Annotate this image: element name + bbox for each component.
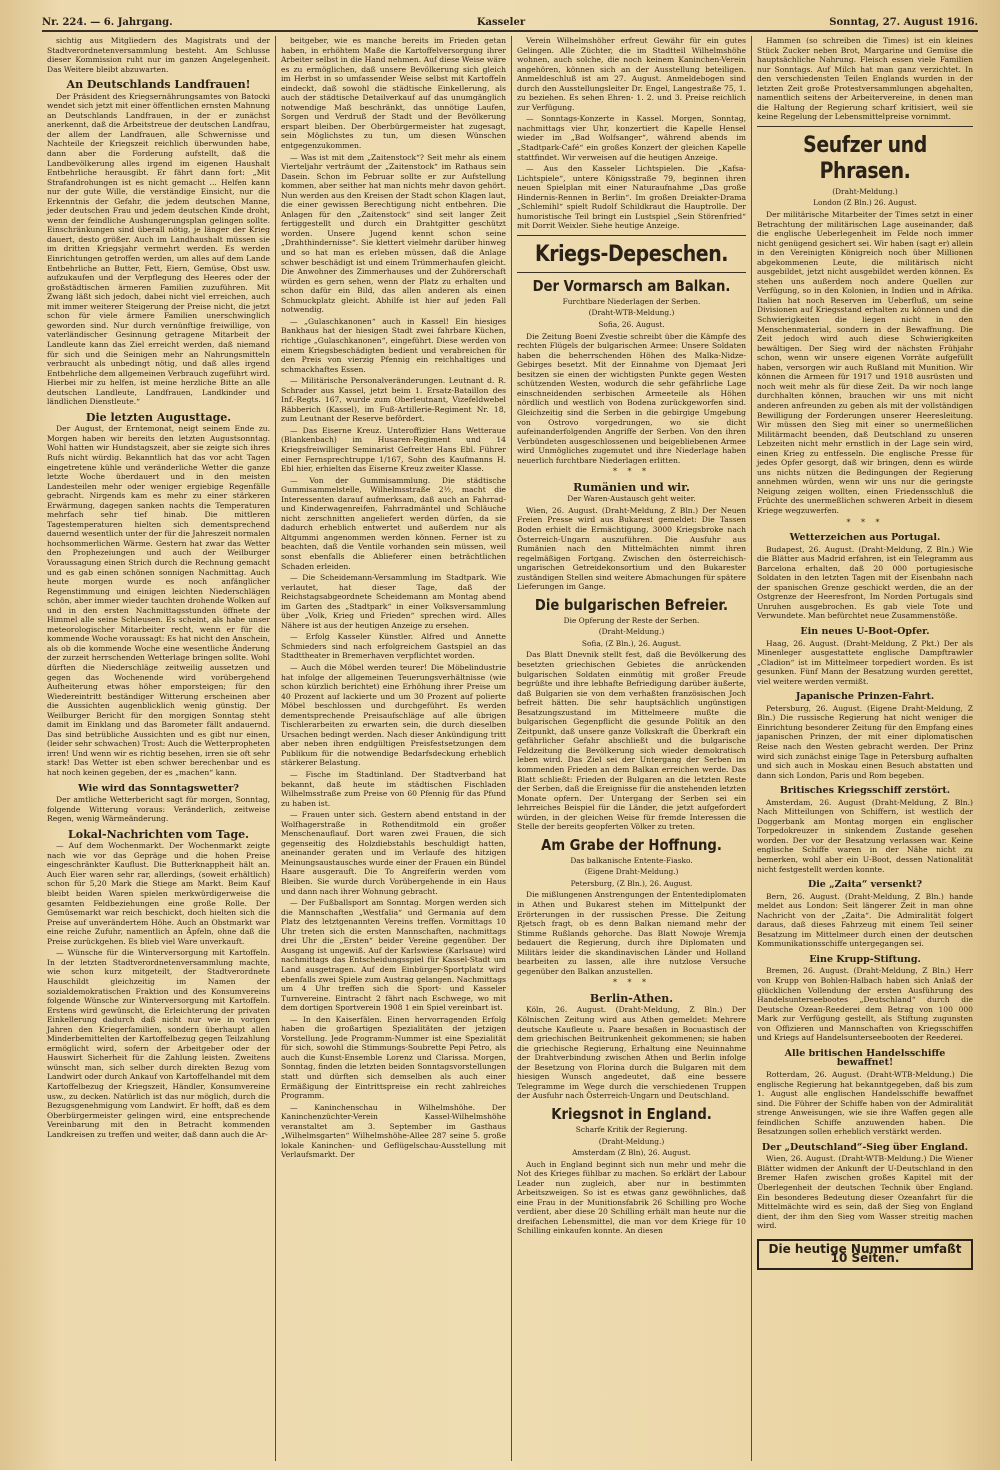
source-line: (Draht-Meldung.) bbox=[598, 627, 665, 637]
subheadline: Der Waren-Austausch geht weiter. bbox=[567, 494, 696, 504]
subheadline: Die Opferung der Reste der Serben. bbox=[563, 615, 700, 625]
divider bbox=[517, 235, 746, 236]
dateline: London (Z Bln.) 26. August. bbox=[813, 198, 917, 208]
article-text: Auch in England beginnt sich nun mehr und mehr die Not des Krieges fühlbar zu machen. So erklärt der Labour Leader nun zugleich, aber nur in bestimmten Arbeitszweigen. So ist es etwas ganz gewöhnliches, daß eine Frau in der Munitionsfabrik 26 Schilling pro Woche verdient, aber diese 20 Schilling erhält man heute nur die dreifachen Lebensmittel, die man vor dem Kriege für 10 Schilling einkaufen konnte. An diesen bbox=[517, 1159, 746, 1236]
headline-kriegsnot-england: Kriegsnot in England. bbox=[551, 1104, 712, 1123]
article-text: Der militärische Mitarbeiter der Times setzt in einer Betrachtung der militärischen Lage auseinander, daß die englische Ueberlegenheit im Felde noch immer nicht genügend gesichert sei. Wir haben (sagt er) allein in den Vereinigten Königreich noch über Millionen abgekommenen Leute, die militärisch nicht ausgebildet, jetzt nicht ausgebildet werden können. Es stehen uns außerdem noch andere Quellen zur Verfügung, so in den Kolonien, in Indien und in Afrika. Italien hat noch Reserven im Ueberfluß, um seine Divisionen auf Kriegsstand erhalten zu können und die Schwierigkeiten die liegen nicht in den Menschenmaterial, sondern in der Bewaffnung. Die Zeit jedoch wird auch diese Schwierigkeiten bewältigen. Der Sieg wird der nächsten Frühjahr schon, wenn wir unsere eigenen Vorräte aufgefüllt haben, versorgen wir auch Rußland mit Munition. Wir können die Armeen für 1917 und 1918 ausrüsten und noch weit mehr als für diese Zeit. Da wir noch lange durchhalten können, brauchen wir uns mit nicht anderen anfreunden zu geben als mit der vollständigen Bewilligung der Forderungen unserer Heeresleitung. Wir müssen den Sieg mit einer so unermeßlichen Militärmacht beenden, daß Deutschland zu unseren Lebzeiten nicht mehr ernstlich in der Lage sein wird, einen Krieg zu entfesseln. Die englische Presse für jedes Opfer gesorgt, daß wir bringen, denn es würde uns nichts nützen die Bedingungen der Regierung annehmen würden, wenn wir uns nur die geringste Neigung zeigen wollten, einen Friedensschluß die Früchte des unermeßlichen schweren Arbeit in diesem Kriege wegzuwerfen. bbox=[757, 210, 973, 515]
article-text: Der August, der Erntemonat, neigt seinem Ende zu. Morgen haben wir bereits den letzten Augustsonntag. Wohl hatten wir Hundstagszeit, aber sie zeigte sich ihres Rufs nicht würdig. Bekanntlich hat das vor acht Tagen eingetretene kühle und veränderliche Wetter die ganze letzte Woche überdauert und in den meisten Landesteilen mehr oder weniger ergiebige Regenfälle gebracht. Nirgends kam es mehr zu einer stärkeren Erwärmung, dagegen sanken nachts die Temperaturen mehrfach sehr tief hinab. Die mittleren Tagestemperaturen hielten sich dementsprechend dauernd wesentlich unter der für die Jahreszeit normalen hochsommerlichen Wärme. Gestern hat zwar das Wetter den Prophezeiungen und auch der Weilburger Voraussagung einen Strich durch die Rechnung gemacht und es gab einen schönen sonnigen Nachmittag. Auch heute morgen wurde es noch anfänglicher Regenstimmung und einigen leichten Niederschlägen schön, aber immer wieder tauchten drohende Wolken auf und in den ersten Nachmittagsstunden öffnete der Himmel alle seine Schleusen. Es scheint, als habe unser meteorologischer Mitarbeiter recht, wenn er für die kommende Woche voraussagt: Es hat nicht den Anschein, als ob die kommende Woche eine wesentliche Änderung der zurzeit herrschenden Wetterlage bringen sollte. Wohl dürften die Niederschläge zeitweilig aussetzen und gegen das Wochenende wird vorübergehend Aufheiterung etwas höher emporsteigen; für den Wiedereintritt beständiger Witterung erscheinen aber die Aussichten augenblicklich wenig günstig. Der Weilburger Bericht für den morgigen Sonntag steht damit im Einklang und das Barometer fällt andauernd. Das sind betrübliche Aussichten und es gibt nur einen, (leider sehr schwachen) Trost: Auch die Wetterpropheten irren! Und wenn wir es richtig besehen, irren sie oft sehr stark! Das Wetter ist eben schwer berechenbar und es hat noch keinen gegeben, der es „machen“ kann. bbox=[47, 424, 270, 778]
subheadline: Das balkanische Entente-Fiasko. bbox=[570, 855, 693, 865]
article-text: Verein Wilhelmshöher erfreut Gewähr für ein gutes Gelingen. Alle Züchter, die im Stadtteil Wilhelmshöhe wohnen, auch solche, die noch keinem Kaninchen-Verein angehören, können sich an der Ausstellung beteiligen. Anmeldeschluß ist am 27. August. Anmeldebogen sind durch den Ausstellungsleiter Dr. Engel, Langestraße 75, 1. zu beziehen. Es sehen Ehren- 1. 2. und 3. Preise reichlich zur Verfügung. bbox=[517, 36, 746, 112]
article-text: Der Präsident des Kriegsernährungsamtes von Batocki wendet sich jetzt mit einer öffentlichen ernsten Mahnung an Deutschlands Landfrauen, in der er zunächst anerkennt, daß die Arbeitstreue der deutschen Landfrau, der allem der Landfrauen, alle Schwernisse und Nachteile der Kriegszeit reichlich überwunden habe, dann aber die Forderung aufstellt, daß die Landbevölkerung alles irgend im eigenen Haushalt Entbehrliche herausgibt. Er fährt dann fort: „Mit Strafandrohungen ist es nicht gemacht ... Helfen kann nur der gute Wille, die verständige Einsicht, nur die Erkenntnis der Gefahr, die jedem deutschen Manne, jeder deutschen Frau und jedem deutschen Kinde droht, wenn der feindliche Aushungerungsplan gelingen sollte. Einschränkungen sind überall nötig, je länger der Krieg dauert, desto größer. Auch im Landhaushalt müssen sie im dritten Kriegsjahr vermehrt werden. Es werden Einrichtungen getroffen werden, um alles auf dem Lande Entbehrliche an Butter, Fett, Eiern, Gemüse, Obst usw. aufzukaufen und der Verpflegung des Heeres oder der großstädtischen ärmeren Familien zuzuführen. Mit Zwang läßt sich jedoch, dabei nicht viel erreichen, auch mit immer weiterer Steigerung der Preise nicht, die jetzt schon für viele ärmere Familien unerschwinglich geworden sind. Nur durch vernünftige freiwillige, von vaterländischer Gesinnung getragene Mitarbeit der Landleute kann das Ziel erreicht werden, daß niemand für sich und die Seinigen mehr an Nahrungsmitteln verbraucht als unbedingt nötig, und daß alles irgend Entbehrliche dem allgemeinen Verbrauch zugeführt wird. Hierbei mir zu helfen, ist meine herzliche Bitte an alle deutschen Landleute, Landfrauen, Landkinder und ländlichen Dienstleute.“ bbox=[47, 91, 270, 407]
article-text: — Kaninchenschau in Wilhelmshöhe. Der Kaninchenzüchter-Verein Kassel-Wilhelmshöhe veranstaltet am 3. September im Gasthaus „Wilhelmsgarten“ Wilhelmshöhe-Allee 287 seine 5. große lokale Kaninchen- und Geflügelschau-Ausstellung mit Verlaufsmarkt. Der bbox=[281, 1102, 506, 1160]
article-text: — Was ist mit dem „Zaitenstock“? Seit mehr als einem Vierteljahr verträumt der „Zaitenstock“ im Rathaus sein Dasein. Schon im Februar sollte er zur Aufstellung kommen, aber seither hat man nichts mehr davon gehört. Nun werden aus den Kreisen der Stadt schon Klagen laut, die einer gewissen Berechtigung nicht entbehren. Die Anlagen für den „Zaitenstock“ sind seit langer Zeit fertiggestellt und durch ein Drahtgitter geschützt worden. Unsere Jugend kennt schon seine „Drahthindernisse“. Sie klettert vielmehr darüber hinweg und so hat man es erleben müssen, daß die Anlage schwer beschädigt ist und einem Trümmerhaufen gleicht. Die Anwohner des Zimmerhauses und der Zuhörerschaft würden es gern sehen, wenn der Platz zu erhalten und schon dafür ein Bild, das allen anderen als einen Schmuckplatz gleicht. Abhilfe ist hier auf jeden Fall notwendig. bbox=[281, 152, 506, 315]
headline-krupp-stiftung: Eine Krupp-Stiftung. bbox=[809, 953, 921, 965]
paper-title: Kasseler bbox=[476, 16, 526, 28]
article-text: — Das Eiserne Kreuz. Unteroffizier Hans Wetteraue (Blankenbach) im Husaren-Regiment und 14 Kriegsfreiwilliger Seminarist Gefreiter Hans Ebl. Führer einer Fernsprechtruppe 1/167, Sohn des Kaufmanns H. Ebl hier, erhielten das Eiserne Kreuz zweiter Klasse. bbox=[281, 425, 506, 474]
article-text: Amsterdam, 26. August (Draht-Meldung, Z Bln.) Nach Mitteilungen von Schiffern, ist westlich der Doggerbank am Montag morgen ein englischer Torpedokreuzer in sinkendem Zustande gesehen worden. Der vor der Besatzung verlassen war. Keine englische Schiffe waren in der Nähe nicht zu bemerken, wohl aber ein U-Boot, dessen Nationalität nicht festgestellt werden konnte. bbox=[757, 797, 973, 874]
article-text: Haag, 26. August. (Draht-Meldung, Z Pkt.) Der als Minenleger ausgestattete englische Dampftrawler „Cladion“ ist im Mittelmeer torpediert worden. Es ist gesunken. Fünf Mann der Besatzung wurden gerettet, viel weitere werden vermißt. bbox=[757, 638, 973, 686]
article-text: Petersburg, 26. August. (Eigene Draht-Meldung, Z Bln.) Die russische Regierung hat nicht weniger die Einrichtung besonderer Zeitung für den Empfang eines japanischen Prinzen, der mit einer diplomatischen Reise nach den Westen gebracht werden. Der Prinz wird sich zunächst einige Tage in Petersburg aufhalten und sich auch in Moskau einen Besuch abstatten und dann sich London, Paris und Rom begeben. bbox=[757, 703, 973, 780]
article-text: — Frauen unter sich. Gestern abend entstand in der Wolfhagerstraße in Rothenditmold ein großer Menschenauflauf. Dort waren zwei Frauen, die sich gegenseitig des Holzdiebstahls beschuldigt hatten, aneinander geraten und im Verlaufe des hitzigen Meinungsaustausches wurde einer der Frauen ein Bündel Haare ausgerauft. Die To Angreiferin werden vom Bleiben. Sie wurde durch Vorübergehende in ein Haus und dann nach ihrer Wohnung gebracht. bbox=[281, 810, 506, 896]
article-text: Die Zeitung Boeni Zvestie schreibt über die Kämpfe des rechten Flügels der bulgarischen Armee: Unsere Soldaten haben die beherrschenden Höhen des Malka-Nidze-Gebirges besetzt. Mit der Einnahme von Djemaat Jeri besitzen sie einen der wichtigsten Punkte gegen Westen schützenden Westen, wodurch die sehr gefährliche Lage einschneidenden serbischen Armeeteile als Höhen nördlich und westlich von Bodena zurückgeworfen sind. Gleichzeitig sind die Serben in die gebirgige Umgebung von Ostrovo vorgedrungen, wo sie dicht aufeinanderfolgenden Angriffe der Serben. Von den ihren Verbündeten ausgeschlossenen und beigebliebenen Armee wird Unmögliches zugemutet und ihre Niederlage haben neuerlich furchtbare Niederlagen erlitten. bbox=[517, 331, 746, 465]
article-text: — Von der Gummisammlung. Die städtische Gummisammelstelle, Wilhelmsstraße 2½, macht die Interessenten darauf aufmerksam, daß auch an Fahrrad- und Kinderwagenreifen, Fahrradmäntel und Schläuche nicht zerschnitten angeliefert werden dürfen, da sie dadurch erheblich entwertet und außerdem nur als Altgummi angenommen werden können. Ferner ist zu beachten, daß die Ventile vorhanden sein müssen, weil sonst ebenfalls die Ablieferer einen beträchtlichen Schaden erleiden. bbox=[281, 475, 506, 571]
headline-augusttage: Die letzten Augusttage. bbox=[85, 410, 232, 424]
article-text: Köln, 26. August. (Draht-Meldung, Z Bln.) Der Kölnischen Zeitung wird aus Athen gemeldet: Mehrere deutsche Kaufleute u. Paare besaßen in Bocuastisch der dem griechischen Beitrunkenheit gekommenen; sie haben die griechische Regierung, Erhaltung eine Neuinnahme der Drahtverbindung zwischen Athen und Berlin infolge der Besetzung von Florina durch die Bulgaren mit dem hiesigen Wunsch angedeutet, daß eine bessere Telegramme im Wege durch die verschiedenen Truppen der Ausfuhr nach Österreich-Ungarn und Deutschland. bbox=[517, 1005, 746, 1101]
dateline: Sofia, (Z Bln.), 26. August. bbox=[581, 638, 682, 648]
headline-japanische-prinzen: Japanische Prinzen-Fahrt. bbox=[795, 691, 935, 703]
article-text: — Auch die Möbel werden teurer! Die Möbelindustrie hat infolge der allgemeinen Teuerungsverhältnisse (wie schon kürzlich berichtet) eine Erhöhung ihrer Preise um 40 Prozent auf lackierte und um 30 Prozent auf polierte Möbel beschlossen und durchgeführt. Es werden dementsprechende Preisaufschläge auf alle übrigen Tischlerarbeiten zu erwarten sein, die durch dieselben Ursachen bedingt werden. Nach dieser Ankündigung tritt aber neben ihren endgültigen Preisfestsetzungen dem Publikum für die notwendige Bedarfsdeckung erheblich stärkerer Belastung. bbox=[281, 663, 506, 768]
article-text: Wien, 26. August. (Draht-WTB-Meldung.) Die Wiener Blätter widmen der Ankunft der U-Deutschland in den Bremer Hafen zwischen großes Kapitel mit der Überlegenheit der deutschen Technik über England. Ein besonderes Bedeutung dieser Ozeanfahrt für die Mittelmächte wird es sein, daß der Sieg von England dient, der ihm den Sieg vom Wasser streitig machen wird. bbox=[757, 1154, 973, 1231]
article-text: — Fische im Stadtinland. Der Stadtverband hat bekannt, daß heute im städtischen Fischladen Wilhelmsstraße zum Preise von 60 Pfennig für das Pfund zu haben ist. bbox=[281, 770, 506, 808]
issue-number: Nr. 224. — 6. Jahrgang. bbox=[42, 16, 173, 28]
article-text: beitgeber, wie es manche bereits im Frieden getan haben, in erhöhtem Maße die Kartoffelversorgung ihrer Arbeiter selbst in die Hand nehmen. Auf diese Weise wäre es zu ermöglichen, daß unsere Bevölkerung sich gleich im Herbst in so umfassender Weise selbst mit Kartoffeln eindeckt, daß sowohl die städtische Einkellerung, als auch der städtische Detailverkauf auf das unumgänglich notwendige Maß beschränkt, das unnötige Laufen, Sorgen und Verdruß der Stadt und der Bevölkerung erspart bleiben. Der Oberbürgermeister hat zugesagt, sein Möglichstes zu tun, um diesen Wünschen entgegenzukommen. bbox=[281, 36, 506, 151]
headline-grabe-hoffnung: Am Grabe der Hoffnung. bbox=[541, 835, 722, 854]
dateline: Sofia, 26. August. bbox=[598, 320, 665, 330]
article-text: Wien, 26. August. (Draht-Meldung, Z Bln.) Der Neuen Freien Presse wird aus Bukarest gemeldet: Die Tassen Boden erhielt die Ermächtigung, 3000 Kriegsbroke nach Österreich-Ungarn auszuführen. Die Ausfuhr aus Rumänien nach den Mittelmächten nimmt ihren regelmäßigen Fortgang. Zwischen den österreichisch-ungarischen Getreidekonsortium und den Bukarester zuständigen Stellen sind weitere Abmachungen für spätere Lieferungen im Gange. bbox=[517, 505, 746, 592]
headline-vormarsch-balkan: Der Vormarsch am Balkan. bbox=[532, 276, 731, 295]
headline-berlin-athen: Berlin-Athen. bbox=[589, 991, 674, 1005]
subheadline: Scharfe Kritik der Regierung. bbox=[575, 1124, 688, 1134]
headline-bulgarischen-befreier: Die bulgarischen Befreier. bbox=[534, 595, 729, 614]
article-text: Budapest, 26. August. (Draht-Meldung, Z Bln.) Wie die Blätter aus Madrid erfahren, ist ein Telegramm aus Barcelona erhalten, daß 20 000 portugiesische Soldaten in den letzten Tagen mit der Eisenbahn nach der spanischen Grenze geschickt werden, die an der Ostgrenze der Heeresfront, Im Norden Portugals sind Unruhen ausgebrochen. Es gab viele Tote und Verwundete. Man befürchtet neue Zusammenstöße. bbox=[757, 544, 973, 621]
article-text: Der amtliche Wetterbericht sagt für morgen, Sonntag, folgende Witterung voraus: Veränderlich, zeitweise Regen, wenig Wärmeänderung. bbox=[47, 795, 270, 824]
article-text: — Der Fußballsport am Sonntag. Morgen werden sich die Mannschaften „Westfalia“ und Germania auf dem Platz des letztgenannten Vereins treffen. Vormittags 10 Uhr treten sich die ersten Mannschaften, nachmittags drei Uhr die „Ersten“ beider Vereine gegenüber. Der Ausgang ist ungewiß. Auf der Karlswiese (Karlsaue) wird nachmittags das Entscheidungsspiel für Kassel-Stadt um Land ausgetragen. Auf dem Einbürger-Sportplatz wird ebenfalls zwei Spiele zum Austrag gelangen. Nachmittags um 4 Uhr treffen sich die Sport- und Kasseler Turnvereine. Eintracht 2 fährt nach Eschwege, wo mit dem dortigen Sportverein 1908 1 ein Spiel vereinbart ist. bbox=[281, 898, 506, 1013]
article-text: Rotterdam, 26. August. (Draht-WTB-Meldung.) Die englische Regierung hat bekanntgegeben, daß bis zum 1. August alle englischen Handelsschiffe bewaffnet sind. Die Führer der Schiffe haben von der Admiralität strenge Anweisungen, wie sie ihre Waffen gegen alle feindlichen Schiffe anzuwenden haben. Die Besatzungen sollen erheblich verstärkt werden. bbox=[757, 1069, 973, 1137]
source-line: (Draht-Meldung.) bbox=[598, 1136, 665, 1146]
divider bbox=[757, 126, 973, 127]
headline-lokal-nachrichten: Lokal-Nachrichten vom Tage. bbox=[68, 827, 249, 841]
headline-kriegsschiff-zerstoert: Britisches Kriegsschiff zerstört. bbox=[779, 785, 951, 797]
column-4 bbox=[752, 36, 978, 1461]
headline-wetterzeichen-portugal: Wetterzeichen aus Portugal. bbox=[789, 532, 941, 544]
columns bbox=[42, 36, 978, 1461]
article-text: — Aus den Kasseler Lichtspielen. Die „Kafsa-Lichtspiele“, untere Königsstraße 79, beginnen ihren neuen Spielplan mit einer Naturaufnahme „Das große Hindernis-Rennen in Berlin“. Im großen Dreiakter-Drama „Schlemihl“ spielt Rudolf Schildkraut die Hauptrolle. Der humoristische Teil bringt ein Lustspiel „Sein Störenfried“ mit Dorrit Weixler. Siehe heutige Anzeige. bbox=[517, 164, 746, 231]
page-header bbox=[42, 14, 978, 32]
article-text: — „Gulaschkanonen“ auch in Kassel! Ein hiesiges Bankhaus hat der hiesigen Stadt zwei fahrbare Küchen, richtige „Gulaschkanonen“, eingeführt. Diese werden von einem Kriegsbeschädigten bedient und verabreichen für den Preis von vierzig Pfennig ein reichhaltiges und schmackhaftes Essen. bbox=[281, 316, 506, 374]
column-2 bbox=[276, 36, 512, 1461]
headline-deutschland-sieg: Der „Deutschland“-Sieg über England. bbox=[761, 1141, 969, 1153]
article-text: Bern, 26. August. (Draht-Meldung, Z Bln.) hande meldet aus London: Seit längerer Zeit in man ohne Nachricht von der „Zaita“. Die Admiralität folgert daraus, daß dieses Fahrzeug mit einem Teil seiner Besatzung im Mittelmeer durch einen der deutschen Kommunikationsschiffe untergegangen sei. bbox=[757, 891, 973, 949]
article-text: — In den Kaiserfälen. Einen hervorragenden Erfolg haben die großartigen Spezialitäten der jetzigen Vorstellung. Jede Programm-Nummer ist eine Spezialität für sich, sowohl die Stimmungs-Soubrette Pepi Petro, als auch die Kunst-Ensemble Lorenz und Clarissa. Morgen, Sonntag, finden die letzten beiden Sonntagsvorstellungen statt und dürften sich demselben als auch einer Ermäßigung der Eintrittspreise ein recht zahlreiches Programm. bbox=[281, 1014, 506, 1101]
column-1 bbox=[42, 36, 276, 1461]
subheadline: Furchtbare Niederlagen der Serben. bbox=[562, 296, 701, 306]
divider bbox=[517, 272, 746, 273]
separator-stars: * * * bbox=[612, 978, 651, 988]
headline-landfrauen: An Deutschlands Landfrauen! bbox=[66, 78, 251, 92]
article-text: Die mißlungenen Anstrengungen der Ententediplomaten in Athen und Bukarest stehen im Mittelpunkt der Erörterungen in der russischen Presse. Die Zeitung Rjetsch fragt, ob es denn Balkan niemand mehr der Stimme Rußlands gehorche. Das Blatt Nowoje Wremja bedauert die Regierung, durch ihre Diplomaten und Militärs leider die skandinavischen Länder und Holland bearbeiten zu lassen, alle ihre nutzlose Versuche gegenüber den Balkan anzustellen. bbox=[517, 890, 746, 976]
dateline: Petersburg, (Z Bln.), 26. August. bbox=[570, 878, 693, 888]
article-text: — Auf dem Wochenmarkt. Der Wochenmarkt zeigte nach wie vor das Gepräge und die hohen Preise eingeschränkter Kauflust. Die Butterknappheit hält an. Auch Eier waren sehr rar, allerdings, (soweit erhältlich) schon für 5,20 Mark die Stiege am Markt. Beim Kauf bleibt beiden Waren spielen merkwürdigerweise die gesamten Feldbeziehungen eine große Rolle. Der Gemüsemarkt war reich beschickt, doch hielten sich die Preise auf unverändertem Höhe. Auch an Obstmarkt war eine reiche Zufuhr, namentlich an Äpfeln, ohne daß die Preise zurückgehen. Es blieb viel Ware unverkauft. bbox=[47, 841, 270, 946]
page-count-notice: Die heutige Nummer umfaßt 10 Seiten. bbox=[757, 1239, 973, 1270]
article-text: — Militärische Personalveränderungen. Leutnant d. R. Schrader aus Kassel, jetzt beim 1. Ersatz-Bataillon des Inf.-Regts. 167, wurde zum Oberleutnant, Vizefeldwebel Räbberich (Kassel), im Fuß-Artillerie-Regiment Nr. 18, zum Leutnant der Reserve befördert. bbox=[281, 376, 506, 424]
headline-u-boot-opfer: Ein neues U-Boot-Opfer. bbox=[800, 625, 930, 637]
article-text: — Wünsche für die Winterversorgung mit Kartoffeln. In der letzten Stadtverordnetenversammlung machte, wie schon kurz mitgeteilt, der Stadtverordnete Hauschildt gleichzeitig im Namen der sozialdemokratischen Fraktion und des Konsumvereins folgende Wünsche zur Winterversorgung mit Kartoffeln. Erstens wird gewünscht, die Erleichterung der privaten Einkellerung dadurch daß nicht nur wie in vorigen Jahren den Kriegerfamilien, sondern überhaupt allen Minderbemittelten der Kartoffelbezug gegen Teilzahlung ermöglicht wird, sofern der Arbeitgeber oder der Hauswirt Sicherheit für die Zahlung leisten. Zweitens wünscht man, sich selber durch direkten Bezug vom Landwirt oder durch Ankauf von Kartoffelhandel mit dem Kartoffelbezug der Kriegszeit, Händler, Konsumvereine usw., zu decken. Natürlich ist das nur möglich, durch die Bezugsgenehmigung vom Landwirt. Er hofft, daß es dem Oberbürgermeister gelingen wird, eine entsprechende Vereinbarung mit den in Betracht kommenden Landkreisen zu treffen und weiter, daß dann auch die Ar- bbox=[47, 948, 270, 1139]
source-line: (Draht-WTB-Meldung.) bbox=[588, 308, 675, 318]
dateline: Amsterdam (Z Bln), 26. August. bbox=[572, 1148, 691, 1158]
column-3 bbox=[512, 36, 752, 1461]
article-text: Bremen, 26. August. (Draht-Meldung, Z Bln.) Herr von Krupp von Bohlen-Halbach haben sich Anlaß der glücklichen Vollendung der ersten Ausführung des Handelsunterseebootes „Deutschland“ durch die Deutsche Ozean-Reederei dem Betrag von 100 000 Mark zur Verfügung gestellt, als Stiftung zugunsten von Offizieren und Mannschaften von Kriegsschiffen und Kriegs auf Handelsunterseebooten der Reederei. bbox=[757, 966, 973, 1043]
headline-zaita-versenkt: Die „Zaita“ versenkt? bbox=[807, 879, 923, 891]
separator-stars: * * * bbox=[612, 467, 651, 477]
headline-seufzer-phrasen: Seufzer und Phrasen. bbox=[803, 132, 927, 184]
headline-handelsschiffe: Alle britischen Handelsschiffe bewaffnet! bbox=[784, 1047, 946, 1069]
article-text: — Sonntags-Konzerte in Kassel. Morgen, Sonntag, nachmittags vier Uhr, konzertiert die Kapelle Hensel wieder im „Bad Wolfsanger“, während abends im „Stadtpark-Café“ ein großes Konzert der gleichen Kapelle stattfindet. Wir verweisen auf die heutigen Anzeige. bbox=[517, 114, 746, 162]
article-text: Hammen (so schreiben die Times) ist ein kleines Stück Zucker neben Brot, Margarine und Gemüse die hauptsächliche Nahrung. Fleisch essen viele Familien nur Sonntags. Auf Milch hat man ganz verzichtet. In den verschiedensten Teilen Englands wurden in der letzten Zeit große Protestversammlungen abgehalten, namentlich seitens der Arbeitervereine, in denen man die Haltung der Regierung scharf kritisiert, weil sie keine Regelung der Lebensmittelpreise vornimmt. bbox=[757, 36, 973, 122]
issue-date: Sonntag, 27. August 1916. bbox=[829, 16, 978, 28]
article-text: — Erfolg Kasseler Künstler. Alfred und Annette Schmieders sind nach erfolgreichem Gastspiel an das Stadttheater in Bremerhaven verpflichtet worden. bbox=[281, 632, 506, 661]
headline-rumaenien: Rumänien und wir. bbox=[573, 480, 690, 494]
source-line: (Eigene Draht-Meldung.) bbox=[584, 867, 679, 877]
article-text: — Die Scheidemann-Versammlung im Stadtpark. Wie verlautet, hat dieser Tage, daß der Reichstagsabgeordnete Scheidemann am Montag abend im Garten des „Stadtpark“ in einer Volksversammlung über „Volk, Krieg und Frieden“ sprechen wird. Alles Nähere ist aus der heutigen Anzeige zu ersehen. bbox=[281, 573, 506, 630]
article-text: Das Blatt Dnevnik stellt fest, daß die Bevölkerung des besetzten griechischen Gebietes die anrückenden bulgarischen Soldaten einmütig mit großer Freude begrüßte und ihre lebhafte Befriedigung darüber äußerte, daß Bulgarien sie von dem verhaßten französischen Joch befreit hätten. Die sehr hauptsächlich ungünstigen Besatzungszustand im Mittelmeere mußte die bulgarischen Gegenpflicht die gesunde Politik an den Zeitpunkt, daß unsere ganze Volkskraft die Überkraft ein gefährlicher Gefahr abschließt und die bulgarische Feldzeitung die Bevölkerung sich wieder demokratisch leben wird. Das Ziel sei der Untergang der Serben im kommenden Frieden an dem Balkan erreichen werde. Das Blatt schließt: Frieden der Bulgaren an die letzten Reste der Serben, daß die Ereignisse für die anstehenden letzten Monate opfern. Der Untergang der Serben sei ein lehrreiches Beispiel für die Länder, die jetzt aufgefordert würden, in der gleichen Weise für fremde Interessen die Stelle der bereits geopferten Völker zu treten. bbox=[517, 650, 746, 832]
headline-sonntagswetter: Wie wird das Sonntagswetter? bbox=[78, 782, 239, 794]
headline-kriegs-depeschen: Kriegs-Depeschen. bbox=[534, 241, 729, 267]
separator-stars: * * * bbox=[846, 517, 884, 527]
source-line: (Draht-Meldung.) bbox=[832, 186, 898, 196]
article-text: sichtig aus Mitgliedern des Magistrats und der Stadtverordnetenversammlung besteht. Am Schlusse dieser Kommission ruht nur im ganzen Angelegenheit. Das Weitere bleibt abzuwarten. bbox=[47, 36, 270, 74]
